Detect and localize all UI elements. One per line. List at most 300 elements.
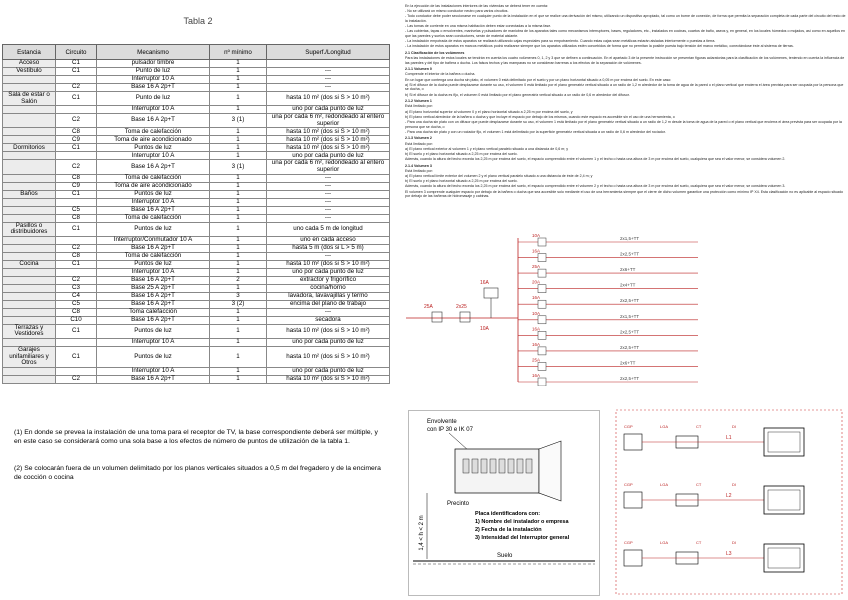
cell-estancia — [3, 268, 56, 276]
cell-mecanismo: Punto de luz — [97, 92, 210, 106]
circuit-breaker-label: 16A — [532, 295, 541, 301]
cell-estancia — [3, 106, 56, 114]
left-label-2: 2x25 — [456, 304, 467, 310]
cell-circuito: C8 — [56, 174, 97, 182]
cell-circuito — [56, 106, 97, 114]
cell-minimo: 1 — [210, 144, 267, 152]
cell-mecanismo: Base 16 A 2p+T — [97, 375, 210, 383]
schematic-row — [624, 424, 804, 456]
text-p9: Comprende el interior de la bañera o ducha. — [405, 72, 476, 77]
schematic-row — [624, 482, 804, 514]
schematic-label: LGA — [660, 540, 669, 545]
cell-superficie: hasta 10 m² (dos si S > 10 m²) — [267, 375, 390, 383]
text-heading-volume-3: 2.1.4 Volumen 3 — [405, 163, 432, 168]
cell-circuito: C3 — [56, 284, 97, 292]
cell-mecanismo: Puntos de luz — [97, 222, 210, 236]
cell-mecanismo: Toma de calefacción — [97, 252, 210, 260]
circuit-cable-label: 2x2,5+TT — [620, 329, 640, 335]
circuit-cable-label: 2x1,5+TT — [620, 236, 640, 241]
consumer-box — [764, 428, 804, 456]
cell-circuito: C1 — [56, 324, 97, 338]
cell-minimo: 1 — [210, 260, 267, 268]
table-row — [3, 346, 390, 367]
cell-mecanismo: Puntos de luz — [97, 324, 210, 338]
breaker-module — [517, 459, 523, 473]
cell-minimo: 1 — [210, 182, 267, 190]
requirements-table — [2, 44, 390, 384]
text-p18: Está limitado por: — [405, 141, 433, 146]
cell-superficie: extractor y frigorífico — [267, 276, 390, 284]
cell-minimo: 1 — [210, 152, 267, 160]
cell-superficie: uno por cada punto de luz — [267, 367, 390, 375]
text-p25: Además, cuando la altura del techo exceda los 2,25 m por encima del suelo, el espacio comprendido entre el volumen 2 y el techo o hasta una altura de 3 m por encima del suelo, cualquiera que sea el valor menor, se considera volumen 3. — [405, 184, 786, 189]
cell-minimo: 1 — [210, 92, 267, 106]
cell-circuito: C8 — [56, 308, 97, 316]
circuit-breaker-label: 25A — [532, 264, 541, 270]
cell-estancia — [3, 214, 56, 222]
cell-mecanismo: Puntos de luz — [97, 144, 210, 152]
schematic-label: DI — [732, 424, 736, 429]
cell-superficie: hasta 10 m² (dos si S > 10 m²) — [267, 128, 390, 136]
circuit-branch — [518, 357, 698, 370]
plate-line-4: 3) Intensidad del Interruptor general — [475, 535, 570, 541]
cell-superficie: lavadora, lavavajillas y termo — [267, 292, 390, 300]
cell-circuito: C8 — [56, 214, 97, 222]
cell-superficie: --- — [267, 206, 390, 214]
cell-estancia — [3, 136, 56, 144]
text-p7: - La instalación de estos aparatos en marcos metálicos podrá realizarse siempre que los aparatos utilizados estén concebidos de forma que no permitan la posible puesta bajo tensión del marco metálico, conectándose éste al sistema de tierras. — [405, 44, 794, 49]
cell-superficie: --- — [267, 252, 390, 260]
cell-superficie: --- — [267, 174, 390, 182]
text-p2: - No se utilizará un mismo conductor neutro para varios circuitos. — [405, 9, 509, 14]
enclosure-title-1: Envolvente — [427, 419, 457, 425]
main-feed — [406, 238, 518, 382]
footnote-1-mark: (1) — [14, 429, 23, 436]
cell-minimo: 1 — [210, 84, 267, 92]
table-row — [3, 198, 390, 206]
cell-estancia — [3, 308, 56, 316]
cell-circuito: C8 — [56, 252, 97, 260]
cell-circuito: C9 — [56, 182, 97, 190]
table-row — [3, 174, 390, 182]
footnote-2-text: Se colocarán fuera de un volumen delimitado por los planos verticales situados a 0,5 m del fregadero y de la encimera de cocción o cocina — [14, 465, 381, 481]
cell-circuito — [56, 338, 97, 346]
cell-circuito — [56, 198, 97, 206]
circuit-branch — [518, 342, 698, 355]
table-panel — [0, 8, 396, 488]
col-mecanismo: Mecanismo — [97, 45, 210, 60]
text-p12: b) Si el difusor de la ducha es fijo, el volumen 0 está limitado por el plano generatriz vertical situado a un radio de 0,6 m alrededor del difusor. — [405, 92, 630, 97]
cell-superficie: hasta 5 m (dos si L > 5 m) — [267, 244, 390, 252]
cell-superficie: --- — [267, 182, 390, 190]
cell-minimo: 3 (2) — [210, 300, 267, 308]
schematic-row-label: L2 — [726, 493, 732, 499]
cell-mecanismo: Base 16 A 2p+T — [97, 292, 210, 300]
breaker-module — [463, 459, 469, 473]
cell-minimo: 1 — [210, 236, 267, 244]
cell-mecanismo: Puntos de luz — [97, 190, 210, 198]
circuit-breaker — [538, 347, 546, 355]
panel-diagram — [408, 410, 600, 596]
cell-minimo: 1 — [210, 284, 267, 292]
cell-mecanismo: Base 16 A 2p+T — [97, 244, 210, 252]
breaker-module — [508, 459, 514, 473]
text-heading-volume-1: 2.1.2 Volumen 1 — [405, 99, 432, 104]
schematic-row-label: L3 — [726, 551, 732, 557]
cell-superficie: --- — [267, 308, 390, 316]
panel-drawing — [409, 411, 599, 595]
cell-minimo: 1 — [210, 346, 267, 367]
cell-minimo: 3 (1) — [210, 160, 267, 174]
consumer-box — [764, 486, 804, 514]
cell-minimo: 1 — [210, 367, 267, 375]
col-estancia: Estancia — [3, 45, 56, 60]
text-p15: b) El plano vertical alrededor de la bañera o ducha y que incluye el espacio por debajo de los mismos, cuando este espacio es accesible sin el uso de una herramienta, o — [405, 114, 675, 119]
height-label: 1,4 < h < 2 m — [419, 515, 425, 551]
circuit-cable-label: 2x2,5+TT — [620, 344, 640, 350]
text-p23: a) El plano vertical límite exterior del volumen 2 y el plano vertical paralelo situado a una distancia de éste de 2,4 m; y — [405, 174, 593, 179]
cell-circuito: C8 — [56, 128, 97, 136]
text-p6: - La instalación empotrada de estos aparatos se realizará utilizando cajas especiales para su empotramiento. Cuando estas cajas sean metálicas estarán aisladas interiormente o puestas a tierra. — [405, 39, 716, 44]
table-row — [3, 300, 390, 308]
cell-minimo: 1 — [210, 60, 267, 68]
cell-circuito: C1 — [56, 346, 97, 367]
schematic-rows — [624, 424, 804, 572]
cell-superficie: uno por cada punto de luz — [267, 268, 390, 276]
circuit-branch — [518, 373, 698, 386]
cell-circuito: C9 — [56, 136, 97, 144]
cell-estancia: Cocina — [3, 260, 56, 268]
table-row — [3, 60, 390, 68]
consumer-box — [764, 544, 804, 572]
circuit-breaker — [538, 316, 546, 324]
cell-superficie: uno por cada punto de luz — [267, 338, 390, 346]
table-row — [3, 68, 390, 76]
cell-estancia — [3, 244, 56, 252]
cell-estancia — [3, 174, 56, 182]
schematic-label: CGP — [624, 424, 633, 429]
cell-estancia — [3, 114, 56, 128]
circuit-breaker — [538, 300, 546, 308]
table-row — [3, 84, 390, 92]
cell-superficie: --- — [267, 214, 390, 222]
cell-superficie: uno cada 5 m de longitud — [267, 222, 390, 236]
left-label-3: 16A — [480, 280, 489, 286]
floor-label: Suelo — [497, 553, 513, 559]
circuit-breaker-label: 20A — [532, 279, 541, 285]
cell-minimo: 1 — [210, 206, 267, 214]
cell-superficie: --- — [267, 190, 390, 198]
circuit-branch — [518, 264, 698, 277]
circuit-branch — [518, 234, 698, 246]
cell-mecanismo: Toma de calefacción — [97, 174, 210, 182]
cell-circuito: C10 — [56, 316, 97, 324]
schematic-label: CT — [696, 424, 702, 429]
cell-circuito: C2 — [56, 160, 97, 174]
circuit-breaker-label: 16A — [532, 341, 541, 347]
transformer-symbol — [624, 434, 642, 450]
table-row — [3, 375, 390, 383]
cell-mecanismo: Base 16 A 2p+T — [97, 160, 210, 174]
table-row — [3, 222, 390, 236]
cell-circuito: C2 — [56, 276, 97, 284]
circuit-breaker — [538, 254, 546, 262]
cell-superficie: hasta 10 m² (dos si S > 10 m²) — [267, 346, 390, 367]
text-p1: En la ejecución de las instalaciones interiores de las viviendas se deberá tener en cuenta: — [405, 4, 549, 8]
cell-mecanismo: Interruptor 10 A — [97, 152, 210, 160]
circuit-breaker-label: 10A — [532, 310, 541, 316]
cell-estancia — [3, 152, 56, 160]
cell-circuito: C2 — [56, 244, 97, 252]
table-row — [3, 128, 390, 136]
cell-minimo: 1 — [210, 128, 267, 136]
text-p13: Está limitado por: — [405, 104, 433, 109]
cell-superficie: --- — [267, 76, 390, 84]
cell-superficie: hasta 10 m² (dos si S > 10 m²) — [267, 324, 390, 338]
schematic-label: CT — [696, 540, 702, 545]
cell-minimo: 1 — [210, 68, 267, 76]
cell-mecanismo: Base 16 A 2p+T — [97, 316, 210, 324]
circuit-breaker-label: 25A — [532, 357, 541, 363]
enclosure-title-2: con IP 30 e IK 07 — [427, 427, 473, 433]
circuit-breaker-label: 16A — [532, 326, 541, 332]
cell-superficie: --- — [267, 198, 390, 206]
cell-mecanismo: Puntos de luz — [97, 346, 210, 367]
cell-estancia — [3, 300, 56, 308]
text-p24: b) El suelo y el plano horizontal situado a 2,25 m por encima del suelo. — [405, 179, 518, 184]
table-title: Tabla 2 — [183, 16, 213, 26]
text-p17: - Para una ducha sin plato y con un rociador fijo, el volumen 1 está delimitado por la superficie generatriz vertical situada a un radio de 0,6 m alrededor del rociador. — [405, 129, 666, 134]
cell-circuito: C1 — [56, 190, 97, 198]
text-p11: a) Si el difusor de la ducha puede desplazarse durante su uso, el volumen 0 está limitado por el plano generatriz vertical situado a un radio de 1,2 m alrededor de la toma de agua de la pared o el plano vertical que encierra el área prevista para ser ocupada por la persona que se ducha, o — [405, 82, 844, 92]
cell-mecanismo: Toma calefacción — [97, 308, 210, 316]
cell-minimo: 1 — [210, 316, 267, 324]
cell-superficie: encima del plano de trabajo — [267, 300, 390, 308]
cell-minimo: 3 — [210, 292, 267, 300]
cell-minimo: 1 — [210, 338, 267, 346]
cell-superficie: --- — [267, 84, 390, 92]
footnote-1 — [14, 428, 384, 446]
plate-line-2: 1) Nombre del instalador o empresa — [475, 519, 569, 525]
cell-minimo: 1 — [210, 190, 267, 198]
circuit-branch — [518, 280, 698, 293]
cell-mecanismo: Toma de aire acondicionado — [97, 182, 210, 190]
supply-schematic — [614, 408, 844, 596]
cell-estancia: Terrazas y Vestidores — [3, 324, 56, 338]
table-row — [3, 324, 390, 338]
table-row — [3, 190, 390, 198]
left-label-4: 10A — [480, 326, 489, 332]
circuit-branch — [518, 295, 698, 308]
cell-minimo: 1 — [210, 324, 267, 338]
cell-minimo: 1 — [210, 174, 267, 182]
cell-estancia — [3, 76, 56, 84]
circuit-breaker-label: 16A — [532, 248, 541, 254]
table-row — [3, 214, 390, 222]
circuit-breaker — [538, 378, 546, 386]
cell-estancia: Pasillos o distribuidores — [3, 222, 56, 236]
circuit-cable-label: 2x2,5+TT — [620, 251, 640, 257]
cell-estancia: Dormitorios — [3, 144, 56, 152]
table-row — [3, 114, 390, 128]
transformer-symbol — [624, 492, 642, 508]
table-row — [3, 76, 390, 84]
cell-minimo: 3 (1) — [210, 114, 267, 128]
table-row — [3, 160, 390, 174]
text-p14: a) El plano horizontal superior al volumen 0 y el plano horizontal situado a 2,25 m por encima del suelo, y — [405, 109, 573, 114]
text-p4: - Las tomas de corriente en una misma habitación deben estar conectadas a la misma fase. — [405, 24, 552, 29]
cell-circuito: C1 — [56, 144, 97, 152]
cell-estancia — [3, 367, 56, 375]
cell-superficie: uno por cada punto de luz — [267, 106, 390, 114]
text-p22: Está limitado por: — [405, 168, 433, 173]
cell-mecanismo: Base 16 A 2p+T — [97, 276, 210, 284]
cell-estancia — [3, 375, 56, 383]
table-row — [3, 338, 390, 346]
circuit-cable-label: 2x6+TT — [620, 360, 636, 366]
cell-mecanismo: Puntos de luz — [97, 260, 210, 268]
footnote-2 — [14, 464, 384, 482]
cell-superficie: cocina/horno — [267, 284, 390, 292]
cell-mecanismo: Base 25 A 2p+T — [97, 284, 210, 292]
cell-estancia — [3, 160, 56, 174]
cell-estancia — [3, 182, 56, 190]
circuit-branch — [518, 326, 698, 339]
cell-estancia: Sala de estar o Salón — [3, 92, 56, 106]
text-p21: Además, cuando la altura del techo exceda los 2,25 m por encima del suelo, el espacio comprendido entre el volumen 1 y el techo o hasta una altura de 3 m por encima del suelo, cualquiera que sea el valor menor, se considera volumen 2. — [405, 157, 786, 162]
cell-superficie: hasta 10 m² (dos si S > 10 m²) — [267, 260, 390, 268]
cell-mecanismo: Base 16 A 2p+T — [97, 84, 210, 92]
schematic-label: CGP — [624, 540, 633, 545]
circuit-cable-label: 2x2,5+TT — [620, 298, 640, 304]
breaker-module — [481, 459, 487, 473]
cell-superficie: hasta 10 m² (dos si S > 10 m²) — [267, 144, 390, 152]
text-heading-volumes: 2.1 Clasificación de los volúmenes — [405, 50, 465, 55]
cell-minimo: 1 — [210, 198, 267, 206]
cell-circuito: C5 — [56, 300, 97, 308]
cell-estancia: Acceso — [3, 60, 56, 68]
cell-circuito: C2 — [56, 375, 97, 383]
cell-estancia: Garajes unifamiliares y Otros — [3, 346, 56, 367]
cell-minimo: 1 — [210, 76, 267, 84]
cell-estancia — [3, 236, 56, 244]
text-p10: En un lugar que contenga una ducha sin plato, el volumen 0 está delimitado por el suelo y por un plano horizontal situado a 0,05 m por encima del suelo. En este caso: — [405, 77, 672, 82]
table-row — [3, 206, 390, 214]
col-circuito: Circuito — [56, 45, 97, 60]
col-superficie: Superf./Longitud — [267, 45, 390, 60]
table-row — [3, 136, 390, 144]
cell-mecanismo: Punto de luz — [97, 68, 210, 76]
schematic-label: LGA — [660, 482, 669, 487]
cell-circuito: C1 — [56, 92, 97, 106]
circuit-breaker — [538, 285, 546, 293]
cell-mecanismo: Interruptor 10 A — [97, 367, 210, 375]
cell-mecanismo: Toma de calefacción — [97, 128, 210, 136]
cell-mecanismo: Toma de calefacción — [97, 214, 210, 222]
table-row — [3, 182, 390, 190]
cell-superficie: hasta 10 m² (dos si S > 10 m²) — [267, 136, 390, 144]
schematic-row — [624, 540, 804, 572]
circuit-breaker — [538, 238, 546, 246]
cell-minimo: 1 — [210, 308, 267, 316]
circuit-cable-label: 2x1,5+TT — [620, 313, 640, 319]
text-p3: - Todo conductor debe poder seccionarse en cualquier punto de la instalación en el que se realice una derivación del mismo, utilizando un dispositivo apropiado, tal como un borne de conexión, de forma que permita la separación completa de cada parte del circuito del resto de la instalación. — [405, 14, 846, 23]
schematic-label: CT — [696, 482, 702, 487]
circuit-cable-label: 2x4+TT — [620, 282, 636, 288]
circuit-breaker-label: 10A — [532, 234, 541, 238]
breaker-module — [526, 459, 532, 473]
footnote-2-mark: (2) — [14, 465, 23, 472]
cell-mecanismo: Interruptor 10 A — [97, 198, 210, 206]
table-body — [3, 60, 390, 384]
cell-estancia — [3, 206, 56, 214]
text-p26: El volumen 3 comprende cualquier espacio por debajo de la bañera o ducha que sea accesible solo mediante el uso de una herramienta siempre que el cierre de dicho volumen garantice una protección como mínimo IP X4. Esta clasificación no es aplicable al espacio situado por debajo de las bañeras de hidromasaje y cabinas. — [405, 189, 844, 199]
cell-minimo: 1 — [210, 106, 267, 114]
schematic-label: DI — [732, 540, 736, 545]
plate-line-3: 2) Fecha de la instalación — [475, 527, 542, 533]
cell-superficie: una por cada 6 m², redondeado al entero superior — [267, 114, 390, 128]
cell-superficie: uno en cada acceso — [267, 236, 390, 244]
text-p16: - Para una ducha sin plato con un difusor que puede desplazarse durante su uso, el volumen 1 está limitado por el plano generatriz vertical situado a un radio de 1,2 m desde la toma de agua de la pared o el plano vertical que encierra el área prevista para ser ocupada por la persona que se ducha, o — [405, 119, 842, 129]
circuit-cable-label: 2x2,5+TT — [620, 376, 640, 381]
table-row — [3, 92, 390, 106]
cell-mecanismo: Interruptor 10 A — [97, 338, 210, 346]
cell-estancia — [3, 276, 56, 284]
cell-mecanismo: Base 16 A 2p+T — [97, 300, 210, 308]
cell-circuito — [56, 152, 97, 160]
breaker-module — [490, 459, 496, 473]
single-line-diagram — [398, 234, 846, 386]
transformer-symbol — [624, 550, 642, 566]
breaker-module — [472, 459, 478, 473]
cell-circuito: C4 — [56, 292, 97, 300]
cell-minimo: 1 — [210, 222, 267, 236]
cell-circuito: C1 — [56, 222, 97, 236]
cell-superficie: --- — [267, 68, 390, 76]
cell-circuito: C1 — [56, 60, 97, 68]
cell-mecanismo: Interruptor/Conmutador 10 A — [97, 236, 210, 244]
text-heading-volume-0: 2.1.1 Volumen 0 — [405, 67, 432, 72]
cell-mecanismo: Interruptor 10 A — [97, 268, 210, 276]
cell-circuito: C5 — [56, 206, 97, 214]
cell-minimo: 1 — [210, 375, 267, 383]
cell-minimo: 1 — [210, 214, 267, 222]
cell-mecanismo: Toma de aire acondicionado — [97, 136, 210, 144]
circuit-cable-label: 2x6+TT — [620, 267, 636, 273]
cell-superficie: uno por cada punto de luz — [267, 152, 390, 160]
plate-line-1: Placa identificadora con: — [475, 511, 541, 517]
cell-minimo: 1 — [210, 244, 267, 252]
circuit-branch — [518, 311, 698, 324]
text-p8: Para las instalaciones de estos locales se tendrán en cuenta los cuatro volúmenes 0, 1, 2 y 3 que se definen a continuación. En el apartado 3 de la presente instrucción se presentan figuras aclaratorias para la clasificación de los volúmenes, teniendo en cuenta la influencia de las paredes y del tipo de bañera o ducha. Los falsos techos y las mamparas no se consideran barreras a los efectos de la separación de volúmenes. — [405, 56, 845, 65]
cell-minimo: 1 — [210, 136, 267, 144]
seal-label: Precinto — [447, 501, 470, 507]
circuit-breaker — [538, 269, 546, 277]
cell-estancia: Vestíbulo — [3, 68, 56, 76]
regulation-text — [405, 4, 847, 199]
cell-circuito: C1 — [56, 68, 97, 76]
circuit-breaker-label: 16A — [532, 373, 541, 378]
schematic-label: CGP — [624, 482, 633, 487]
table-row — [3, 244, 390, 252]
circuit-rows — [518, 234, 698, 386]
cell-mecanismo: Interruptor 10 A — [97, 76, 210, 84]
cell-mecanismo: Interruptor 10 A — [97, 106, 210, 114]
text-p5: - Las cubiertas, tapas o envolventes, manivelas y pulsadores de maniobra de los aparatos tales como mecanismos interruptores, bases, reguladores, etc., instalados en cocinas, cuartos de baño, aseos y, en general, en los locales húmedos o mojados, así como en aquellos en que las paredes y suelos sean conductores, serán de material aislante. — [405, 29, 846, 38]
footnote-1-text: En donde se prevea la instalación de una toma para el receptor de TV, la base correspondiente deberá ser múltiple, y en este caso se considerará como una sola base a los efectos de número de puntos de utilización de la tabla 1. — [14, 429, 378, 445]
left-label-1: 25A — [424, 304, 433, 310]
panel-door — [539, 441, 561, 501]
